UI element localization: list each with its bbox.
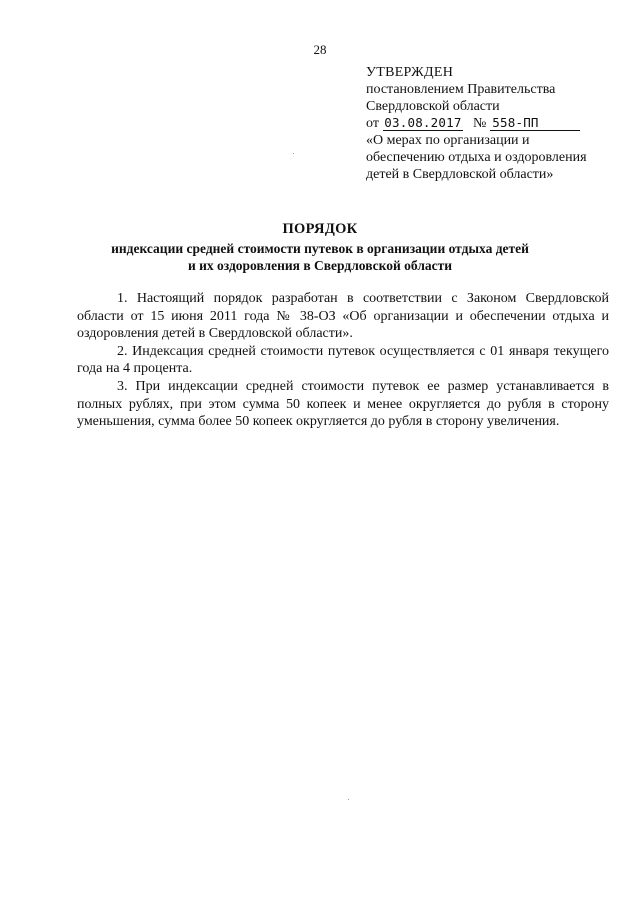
paragraph-1: 1. Настоящий порядок разработан в соответствии с Законом Свердловской области от 15 июня 2011 года № 38-ОЗ «Об организации и обеспечении отдыха и оздоровления детей в Свердловской области». bbox=[77, 291, 609, 342]
approval-line-2: Свердловской области bbox=[366, 99, 500, 114]
paragraph-2: 2. Индексация средней стоимости путевок осуществляется с 01 января текущего года на 4 процента. bbox=[77, 343, 609, 377]
date-prefix: от bbox=[366, 116, 379, 131]
document-title: ПОРЯДОК bbox=[282, 221, 358, 237]
approval-number: 558-ПП bbox=[490, 116, 580, 131]
approval-line-1: постановлением Правительства bbox=[366, 82, 556, 97]
approval-date: 03.08.2017 bbox=[384, 115, 462, 130]
number-prefix: № bbox=[472, 116, 487, 131]
approval-title-line-3: детей в Свердловской области» bbox=[366, 167, 554, 182]
document-subtitle-line-2: и их оздоровления в Свердловской области bbox=[187, 258, 453, 273]
paragraph-3: 3. При индексации средней стоимости путевок ее размер устанавливается в полных рублях, при этом сумма 50 копеек и менее округляется до рубля в сторону уменьшения, сумма более 50 копеек округляется до рубля в сторону увеличения. bbox=[77, 378, 609, 430]
scan-speck bbox=[348, 799, 349, 800]
scan-speck bbox=[293, 153, 294, 154]
document-subtitle-line-1: индексации средней стоимости путевок в организации отдыха детей bbox=[111, 241, 529, 256]
approval-title-line-1: «О мерах по организации и bbox=[366, 133, 530, 148]
document-body bbox=[77, 290, 609, 431]
page-number: 28 bbox=[313, 42, 327, 57]
approval-title-line-2: обеспечению отдыха и оздоровления bbox=[366, 150, 587, 165]
document-subtitle bbox=[0, 240, 640, 274]
approval-heading: УТВЕРЖДЕН bbox=[366, 65, 454, 80]
approval-stamp bbox=[366, 64, 616, 183]
approval-date-number-line bbox=[366, 115, 616, 132]
